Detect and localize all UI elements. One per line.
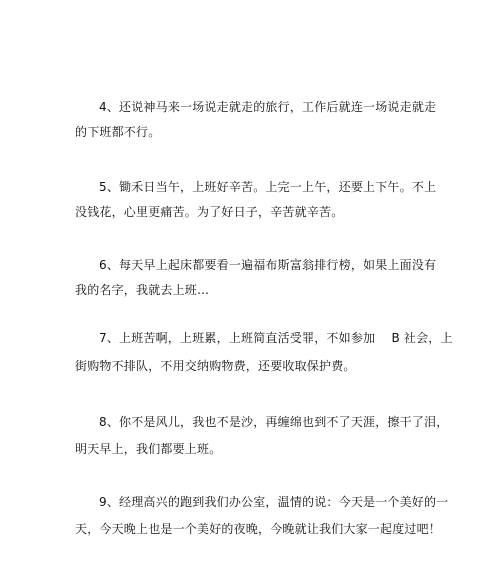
- paragraph-line: 我的名字，我就去上班…: [75, 283, 210, 297]
- paragraph-6: [75, 253, 435, 303]
- paragraph-4: [75, 95, 435, 145]
- paragraph-line: 的下班都不行。: [75, 125, 161, 139]
- paragraph-line: 街购物不排队，不用交纳购物费，还要收取保护费。: [75, 359, 356, 373]
- paragraph-line: 天，今天晚上也是一个美好的夜晚，今晚就让我们大家一起度过吧！: [75, 522, 442, 536]
- paragraph-line: 6、每天早上起床都要看一遍福布斯富翁排行榜，如果上面没有: [99, 258, 437, 272]
- paragraph-line: 4、还说神马来一场说走就走的旅行，工作后就连一场说走就走: [99, 100, 437, 114]
- paragraph-7: [75, 326, 453, 379]
- paragraph-line: 没钱花，心里更痛苦。为了好日子，辛苦就辛苦。: [75, 205, 344, 219]
- paragraph-line: 8、你不是风儿，我也不是沙，再缠绵也到不了天涯，擦干了泪，: [99, 415, 449, 429]
- paragraph-line: 明天早上，我们都要上班。: [75, 442, 222, 456]
- paragraph-line: 9、经理高兴的跑到我们办公室，温情的说：今天是一个美好的一: [99, 495, 449, 509]
- paragraph-line: 7、上班苦啊，上班累，上班简直活受罪，不如参加 B 社会，上: [99, 331, 453, 345]
- paragraph-8: [75, 410, 449, 462]
- paragraph-5: [75, 175, 435, 225]
- paragraph-9: [75, 490, 449, 542]
- paragraph-line: 5、锄禾日当午，上班好辛苦。上完一上午，还要上下午。不上: [99, 180, 437, 194]
